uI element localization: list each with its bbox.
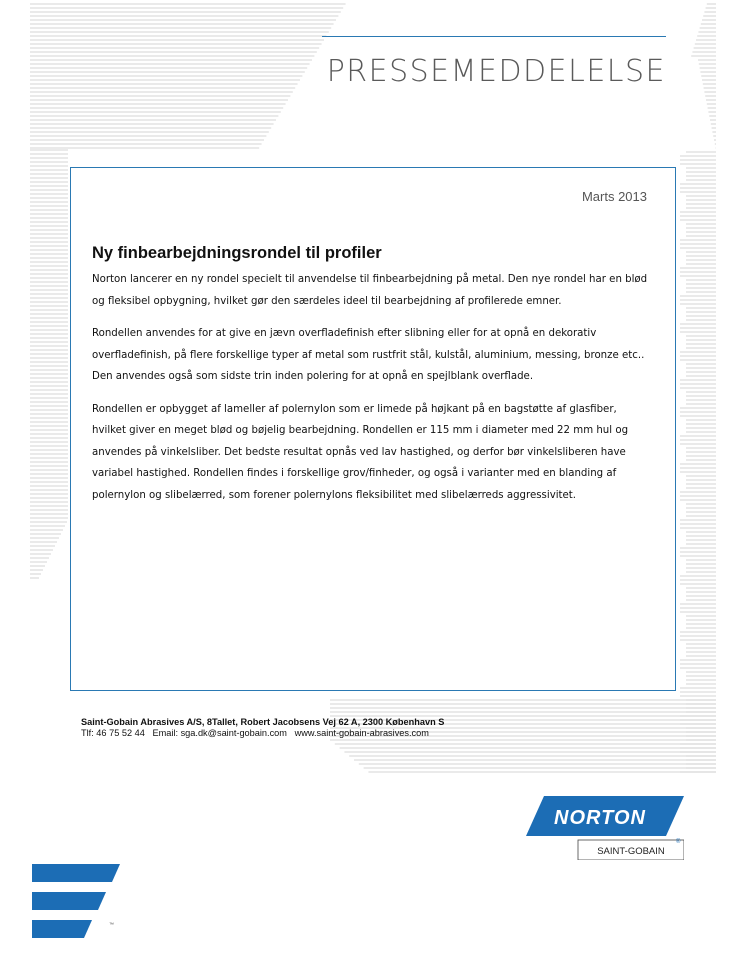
registered-mark: ® (676, 839, 681, 845)
paragraph: Rondellen anvendes for at give en jævn overfladefinish efter slibning eller for at opnå en dekorativ overfladefinish, på flere forskellige typer af metal som rustfrit stål, kulstål, aluminium, messing, bronze etc.. Den anvendes også som sidste trin inden polering for at opnå en spejlblank overflade. (92, 328, 645, 382)
saint-gobain-brand-mark (32, 862, 128, 942)
logo-brand-text: NORTON (554, 807, 646, 829)
body-text (92, 269, 652, 517)
release-date: Marts 2013 (581, 189, 647, 204)
brand-stripe-bottom (32, 920, 92, 938)
press-release-panel (70, 167, 676, 691)
paragraph: Norton lancerer en ny rondel specielt til anvendelse til finbearbejdning på metal. Den nye rondel har en blød og fleksibel opbygning, hvilket gør den særdeles ideel til bearbejdning af profilerede emner. (92, 274, 648, 307)
brand-stripe-middle (32, 892, 106, 910)
footer-company-line: Saint-Gobain Abrasives A/S, 8Tallet, Robert Jacobsens Vej 62 A, 2300 København S (81, 717, 445, 727)
footer (81, 717, 444, 739)
logo-sub-text: SAINT-GOBAIN (597, 846, 665, 857)
title-rule (322, 36, 666, 37)
page-title: PRESSEMEDDELELSE (326, 54, 666, 89)
headline: Ny finbearbejdningsrondel til profiler (92, 244, 382, 262)
brand-stripe-top (32, 864, 120, 882)
norton-logo (516, 796, 684, 860)
footer-contact-line: Tlf: 46 75 52 44 Email: sga.dk@saint-gobain.com www.saint-gobain-abrasives.com (81, 728, 429, 738)
paragraph: Rondellen er opbygget af lameller af polernylon som er limede på højkant på en bagstøtte af glasfiber, hvilket giver en meget blød og bøjelig bearbejdning. Rondellen er 115 mm i diameter med 22 mm hul og anvendes på vinkelsliber. Det bedste resultat opnås ved lav hastighed, og derfor bør vinkelsliberen have variabel hastighed. Rondellen findes i forskellige grov/finheder, og også i varianter med en blanding af polernylon og slibelærred, som forener polernylons fleksibilitet med slibelærreds aggressivitet. (92, 403, 629, 501)
trademark-mark: ™ (109, 922, 114, 928)
